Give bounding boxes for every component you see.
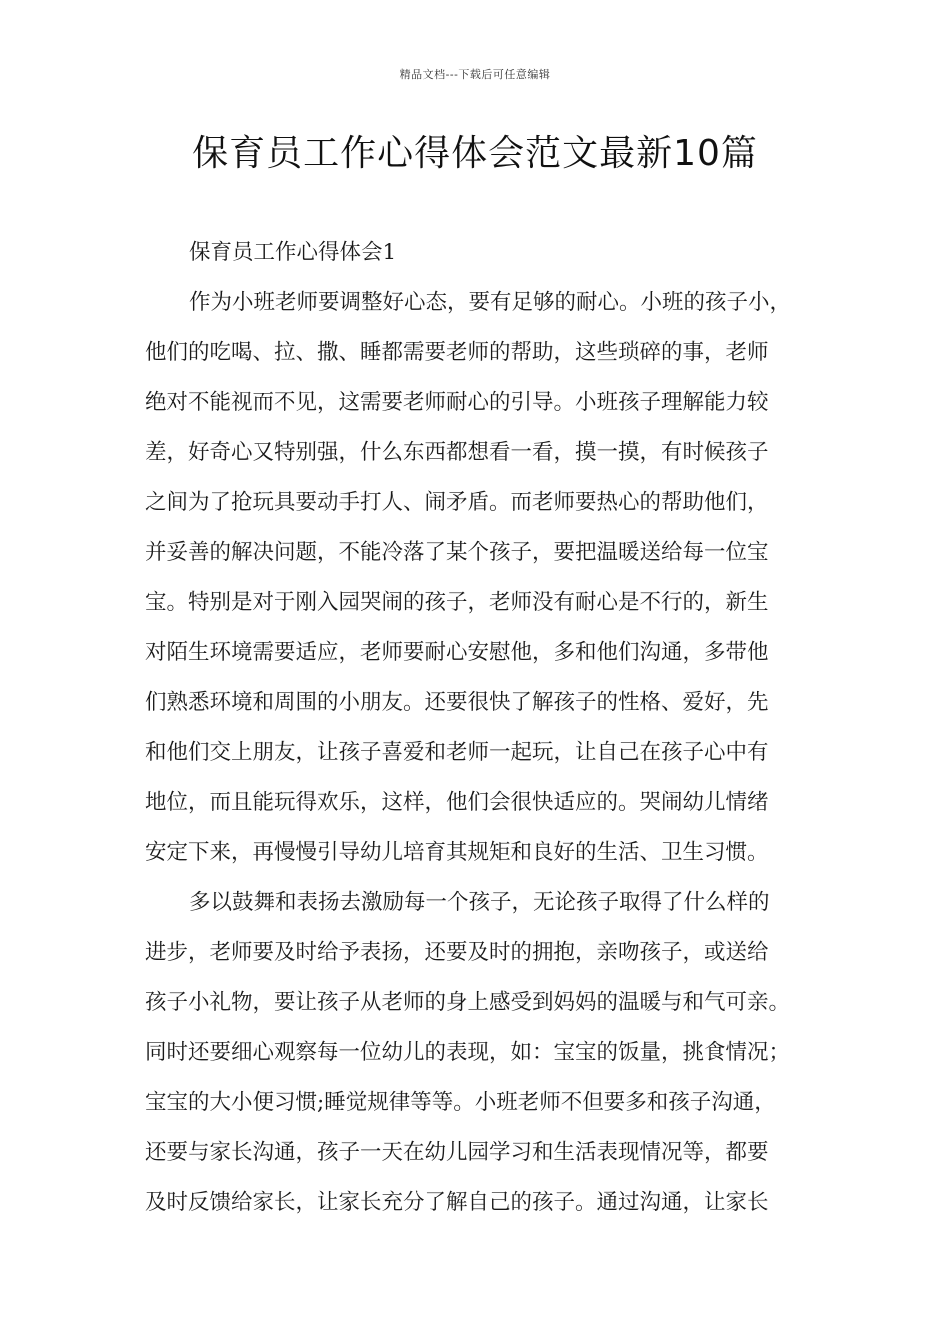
paragraph-line: 及时反馈给家长，让家长充分了解自己的孩子。通过沟通，让家长 [145,1190,769,1215]
header-note: 精品文档---下载后可任意编辑 [399,68,551,81]
paragraph-line: 绝对不能视而不见，这需要老师耐心的引导。小班孩子理解能力较 [145,390,769,415]
paragraph-line: 地位，而且能玩得欢乐，这样，他们会很快适应的。哭闹幼儿情绪 [145,790,769,815]
paragraph-line: 们熟悉环境和周围的小朋友。还要很快了解孩子的性格、爱好，先 [145,690,769,715]
paragraph-line: 和他们交上朋友，让孩子喜爱和老师一起玩，让自己在孩子心中有 [145,740,769,765]
paragraph-line: 差，好奇心又特别强，什么东西都想看一看，摸一摸，有时候孩子 [145,440,769,465]
paragraph-line: 他们的吃喝、拉、撒、睡都需要老师的帮助，这些琐碎的事，老师 [145,340,769,365]
paragraph-line: 同时还要细心观察每一位幼儿的表现，如：宝宝的饭量，挑食情况； [145,1040,791,1065]
paragraph-line: 宝宝的大小便习惯;睡觉规律等等。小班老师不但要多和孩子沟通， [145,1090,776,1115]
paragraph-line: 进步，老师要及时给予表扬，还要及时的拥抱，亲吻孩子，或送给 [145,940,769,965]
paragraph-line: 安定下来，再慢慢引导幼儿培育其规矩和良好的生活、卫生习惯。 [145,840,769,865]
paragraph-line: 之间为了抢玩具要动手打人、闹矛盾。而老师要热心的帮助他们， [145,490,769,515]
paragraph-line: 宝。特别是对于刚入园哭闹的孩子，老师没有耐心是不行的，新生 [145,590,769,615]
paragraph-line: 并妥善的解决问题，不能冷落了某个孩子，要把温暖送给每一位宝 [145,540,769,565]
paragraph-line: 孩子小礼物，要让孩子从老师的身上感受到妈妈的温暖与和气可亲。 [145,990,791,1015]
paragraph-line: 还要与家长沟通，孩子一天在幼儿园学习和生活表现情况等，都要 [145,1140,769,1165]
document-body [145,228,813,1228]
paragraph-line: 对陌生环境需要适应，老师要耐心安慰他，多和他们沟通，多带他 [145,640,769,665]
document-title: 保育员工作心得体会范文最新10篇 [192,133,758,174]
paragraph-line: 作为小班老师要调整好心态，要有足够的耐心。小班的孩子小， [189,290,792,315]
paragraph-line: 多以鼓舞和表扬去激励每一个孩子，无论孩子取得了什么样的 [189,890,770,915]
section-heading: 保育员工作心得体会1 [189,240,397,265]
